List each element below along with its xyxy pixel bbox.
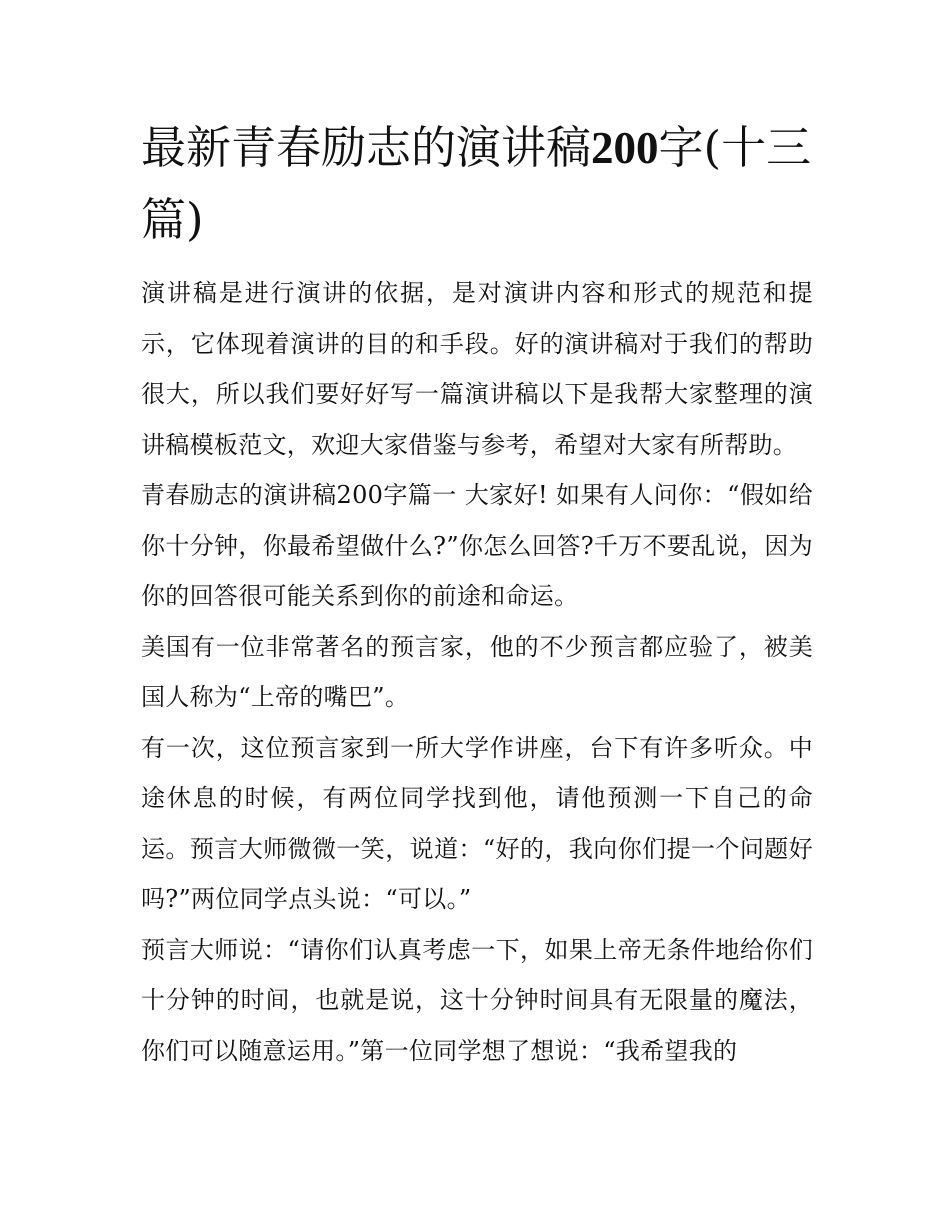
title-text-part2: 字(十三篇): [141, 121, 812, 246]
paragraph-intro: 演讲稿是进行演讲的依据，是对演讲内容和形式的规范和提示，它体现着演讲的目的和手段。好的演讲稿对于我们的帮助很大，所以我们要好好写一篇演讲稿以下是我帮大家整理的演讲稿模板范文，欢迎大家借鉴与参考，希望对大家有所帮助。: [141, 279, 813, 459]
document-body: [141, 112, 813, 1076]
paragraph-ten-minutes: 预言大师说：“请你们认真考虑一下，如果上帝无条件地给你们十分钟的时间，也就是说，这十分钟时间具有无限量的魔法，你们可以随意运用。”第一位同学想了想说：“我希望我的: [141, 935, 813, 1065]
document-title: [141, 112, 813, 256]
paragraph-prophet: 美国有一位非常著名的预言家，他的不少预言都应验了，被美国人称为“上帝的嘴巴”。: [141, 632, 813, 711]
paragraph-speech-opening: 青春励志的演讲稿200字篇一 大家好! 如果有人问你：“假如给你十分钟，你最希望做什么?”你怎么回答?千万不要乱说，因为你的回答很可能关系到你的前途和命运。: [141, 481, 813, 610]
title-text-part1: 最新青春励志的演讲稿: [141, 121, 592, 174]
paragraph-lecture: 有一次，这位预言家到一所大学作讲座，台下有许多听众。中途休息的时候，有两位同学找到他，请他预测一下自己的命运。预言大师微微一笑，说道：“好的，我向你们提一个问题好吗?”两位同学点头说：“可以。”: [141, 733, 813, 913]
title-number: 200: [591, 123, 659, 173]
